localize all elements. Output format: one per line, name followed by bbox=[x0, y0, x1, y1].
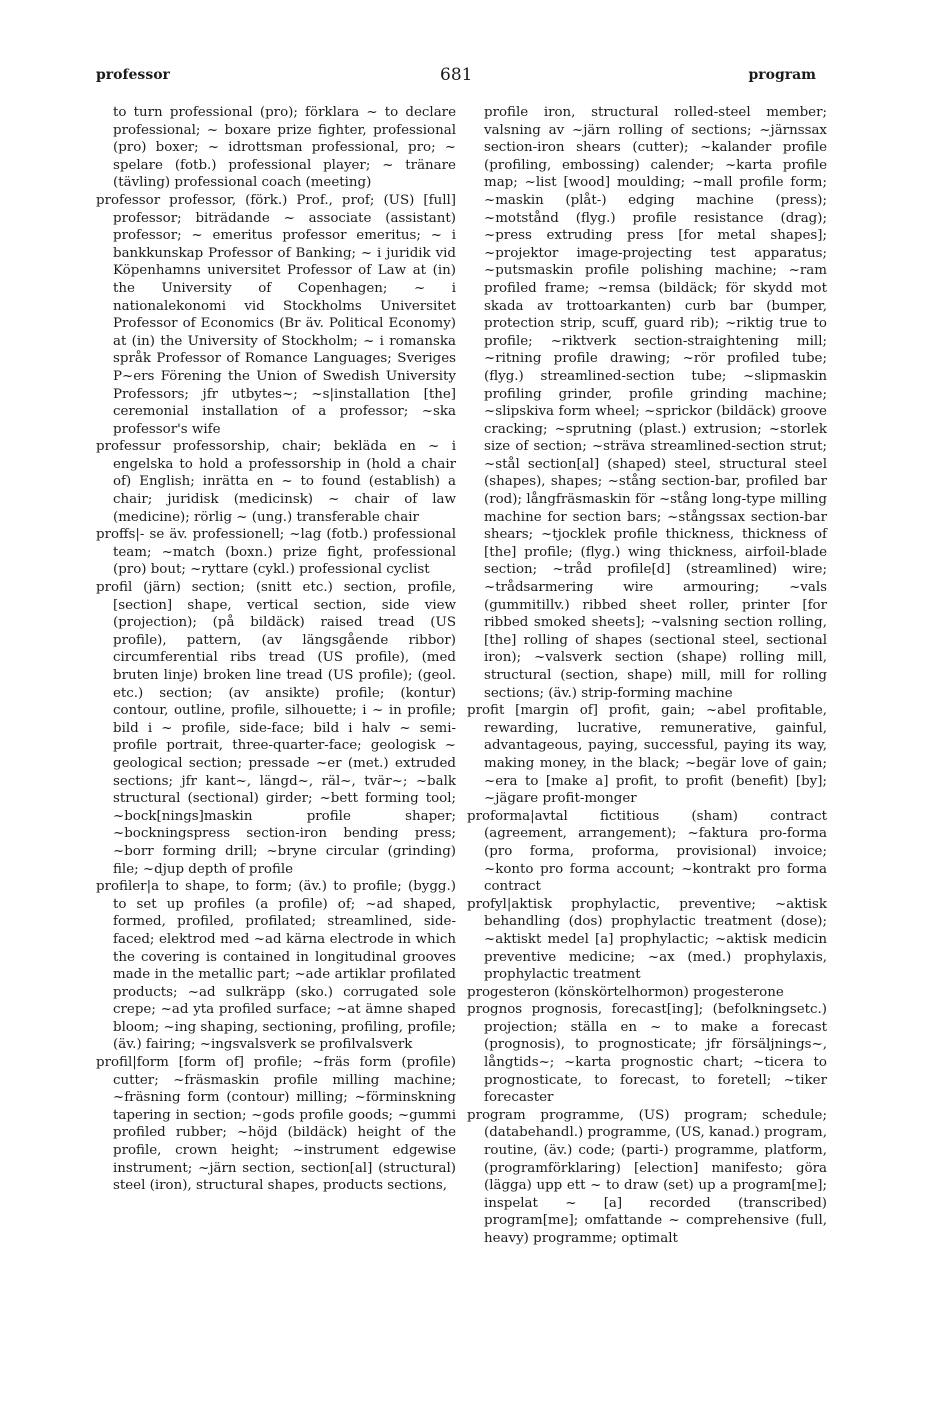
left-column bbox=[96, 104, 456, 1195]
left-guide-word: professor bbox=[96, 67, 170, 83]
dictionary-entry: professor professor, (förk.) Prof., prof; (US) [full] professor; biträdande ~ associate (assistant) professor; ~ emeritus professor emeritus; ~ i bankkunskap Professor of Banking; ~ i juridik vid Köpenhamns universitet Professor of Law at (in) the University of Copenhagen; ~ i nationalekonomi vid Stockholms Universitet Professor of Economics (Br äv. Political Economy) at (in) the University of Stockholm; ~ i romanska språk Professor of Romance Languages; Sveriges P~ers Förening the Union of Swedish University Professors; jfr utbytes~; ~s|installation [the] ceremonial installation of a professor; ~ska professor's wife bbox=[96, 192, 456, 437]
dictionary-entry: prognos prognosis, forecast[ing]; (befolkningsetc.) projection; ställa en ~ to make a forecast (prognosis), to prognosticate; jfr försäljnings~, långtids~; ~karta prognostic chart; ~ticera to prognosticate, to forecast, to foretell; ~tiker forecaster bbox=[467, 1002, 827, 1106]
right-guide-word: program bbox=[748, 67, 816, 83]
dictionary-entry: profil (järn) section; (snitt etc.) section, profile, [section] shape, vertical section, side view (projection); (på bildäck) raised tread (US profile), pattern, (av längsgående ribbor) circumferential ribs tread (US profile), (med bruten linje) broken line tread (US profile); (geol. etc.) section; (av ansikte) profile; (kontur) contour, outline, profile, silhouette; i ~ in profile; bild i ~ profile, side-face; bild i halv ~ semi-profile portrait, three-quarter-face; geologisk ~ geological section; pressade ~er (met.) extruded sections; jfr kant~, längd~, räl~, tvär~; ~balk structural (sectional) girder; ~bett forming tool; ~bock[nings]maskin profile shaper; ~bockningspress section-iron bending press; ~borr forming drill; ~bryne circular (grinding) file; ~djup depth of profile bbox=[96, 580, 456, 877]
dictionary-entry: proffs|- se äv. professionell; ~lag (fotb.) professional team; ~match (boxn.) prize fight, professional (pro) bout; ~ryttare (cykl.) professional cyclist bbox=[96, 527, 456, 578]
right-column bbox=[467, 104, 827, 1248]
dictionary-entry: progesteron (könskörtelhormon) progesterone bbox=[467, 984, 784, 1000]
dictionary-entry: proforma|avtal fictitious (sham) contract (agreement, arrangement); ~faktura pro-forma (pro forma, proforma, provisional) invoice; ~konto pro forma account; ~kontrakt pro forma contract bbox=[467, 808, 827, 895]
page-number: 681 bbox=[440, 65, 473, 85]
dictionary-entry: profiler|a to shape, to form; (äv.) to profile; (bygg.) to set up profiles (a profile) of; ~ad shaped, formed, profiled, profilated; streamlined, side-faced; elektrod med ~ad kärna electrode in which the covering is contained in longitudinal grooves made in the metallic part; ~ade artiklar profilated products; ~ad sulkräpp (sko.) corrugated sole crepe; ~ad yta profiled surface; ~at ämne shaped bloom; ~ing shaping, sectioning, profiling, profile; (äv.) fairing; ~ingsvalsverk se profilvalsverk bbox=[96, 879, 457, 1053]
dictionary-entry: professur professorship, chair; bekläda en ~ i engelska to hold a professorship in (hold a chair of) English; inrätta en ~ to found (establish) a chair; juridisk (medicinsk) ~ chair of law (medicine); rörlig ~ (ung.) transferable chair bbox=[96, 439, 456, 525]
dictionary-entry: profil|form [form of] profile; ~fräs form (profile) cutter; ~fräsmaskin profile milling machine; ~fräsning form (contour) milling; ~förminskning tapering in section; ~gods profile goods; ~gummi profiled rubber; ~höjd (bildäck) height of the profile, crown height; ~instrument edgewise instrument; ~järn section, section[al] (structural) steel (iron), structural shapes, products sections, bbox=[96, 1055, 456, 1194]
dictionary-entry: profile iron, structural rolled-steel member; valsning av ~järn rolling of sections; ~järnssax section-iron shears (cutter); ~kalander profile (profiling, embossing) calender; ~karta profile map; ~list [wood] moulding; ~mall profile form; ~maskin (plåt-) edging machine (press); ~motstånd (flyg.) profile resistance (drag); ~press extruding press [for metal shapes]; ~projektor image-projecting test apparatus; ~putsmaskin profile polishing machine; ~ram profiled frame; ~remsa (bildäck; för skydd mot skada av trottoarkanten) curb bar (bumper, protection strip, scuff, guard rib); ~riktig true to profile; ~riktverk section-straightening mill; ~ritning profile drawing; ~rör profiled tube; (flyg.) streamlined-section tube; ~slipmaskin profiling grinder, profile grinding machine; ~slipskiva form wheel; ~sprickor (bildäck) groove cracking; ~sprutning (plast.) extrusion; ~storlek size of section; ~sträva streamlined-section strut; ~stål section[al] (shaped) steel, structural steel (shapes), shapes; ~stång section-bar, profiled bar (rod); långfräsmaskin för ~stång long-type milling machine for section bars; ~stångssax section-bar shears; ~tjocklek profile thickness, thickness of [the] profile; (flyg.) wing thickness, airfoil-blade section; ~tråd profile[d] (streamlined) wire; ~trådsarmering wire armouring; ~vals (gummitillv.) ribbed sheet roller, printer [for ribbed smoked sheets]; ~valsning section rolling, [the] rolling of shapes (sectional steel, sectional iron); ~valsverk section (shape) rolling mill, structural (section, shape) mill, mill for rolling sections; (äv.) strip-forming machine bbox=[484, 105, 827, 701]
dictionary-entry: profit [margin of] profit, gain; ~abel profitable, rewarding, lucrative, remunerative, gainful, advantageous, paying, successful, paying its way, making money, in the black; ~begär love of gain; ~era to [make a] profit, to profit (benefit) [by]; ~jägare profit-monger bbox=[467, 703, 827, 807]
dictionary-entry: program programme, (US) program; schedule; (databehandl.) programme, (US, kanad.) program, routine, (äv.) code; (parti-) programme, platform, (programförklaring) [election] manifesto; göra (lägga) upp ett ~ to draw (set) up a program[me]; inspelat ~ [a] recorded (transcribed) program[me]; omfattande ~ comprehensive (full, heavy) programme; optimalt bbox=[467, 1107, 827, 1246]
running-header bbox=[0, 67, 928, 91]
dictionary-entry: profyl|aktisk prophylactic, preventive; ~aktisk behandling (dos) prophylactic treatment (dose); ~aktiskt medel [a] prophylactic; ~aktisk medicin preventive medicine; ~ax (med.) prophylaxis, prophylactic treatment bbox=[467, 896, 827, 983]
dictionary-entry: to turn professional (pro); förklara ~ to declare professional; ~ boxare prize fighter, professional (pro) boxer; ~ idrottsman professional, pro; ~ spelare (fotb.) professional player; ~ tränare (tävling) professional coach (meeting) bbox=[113, 105, 456, 191]
